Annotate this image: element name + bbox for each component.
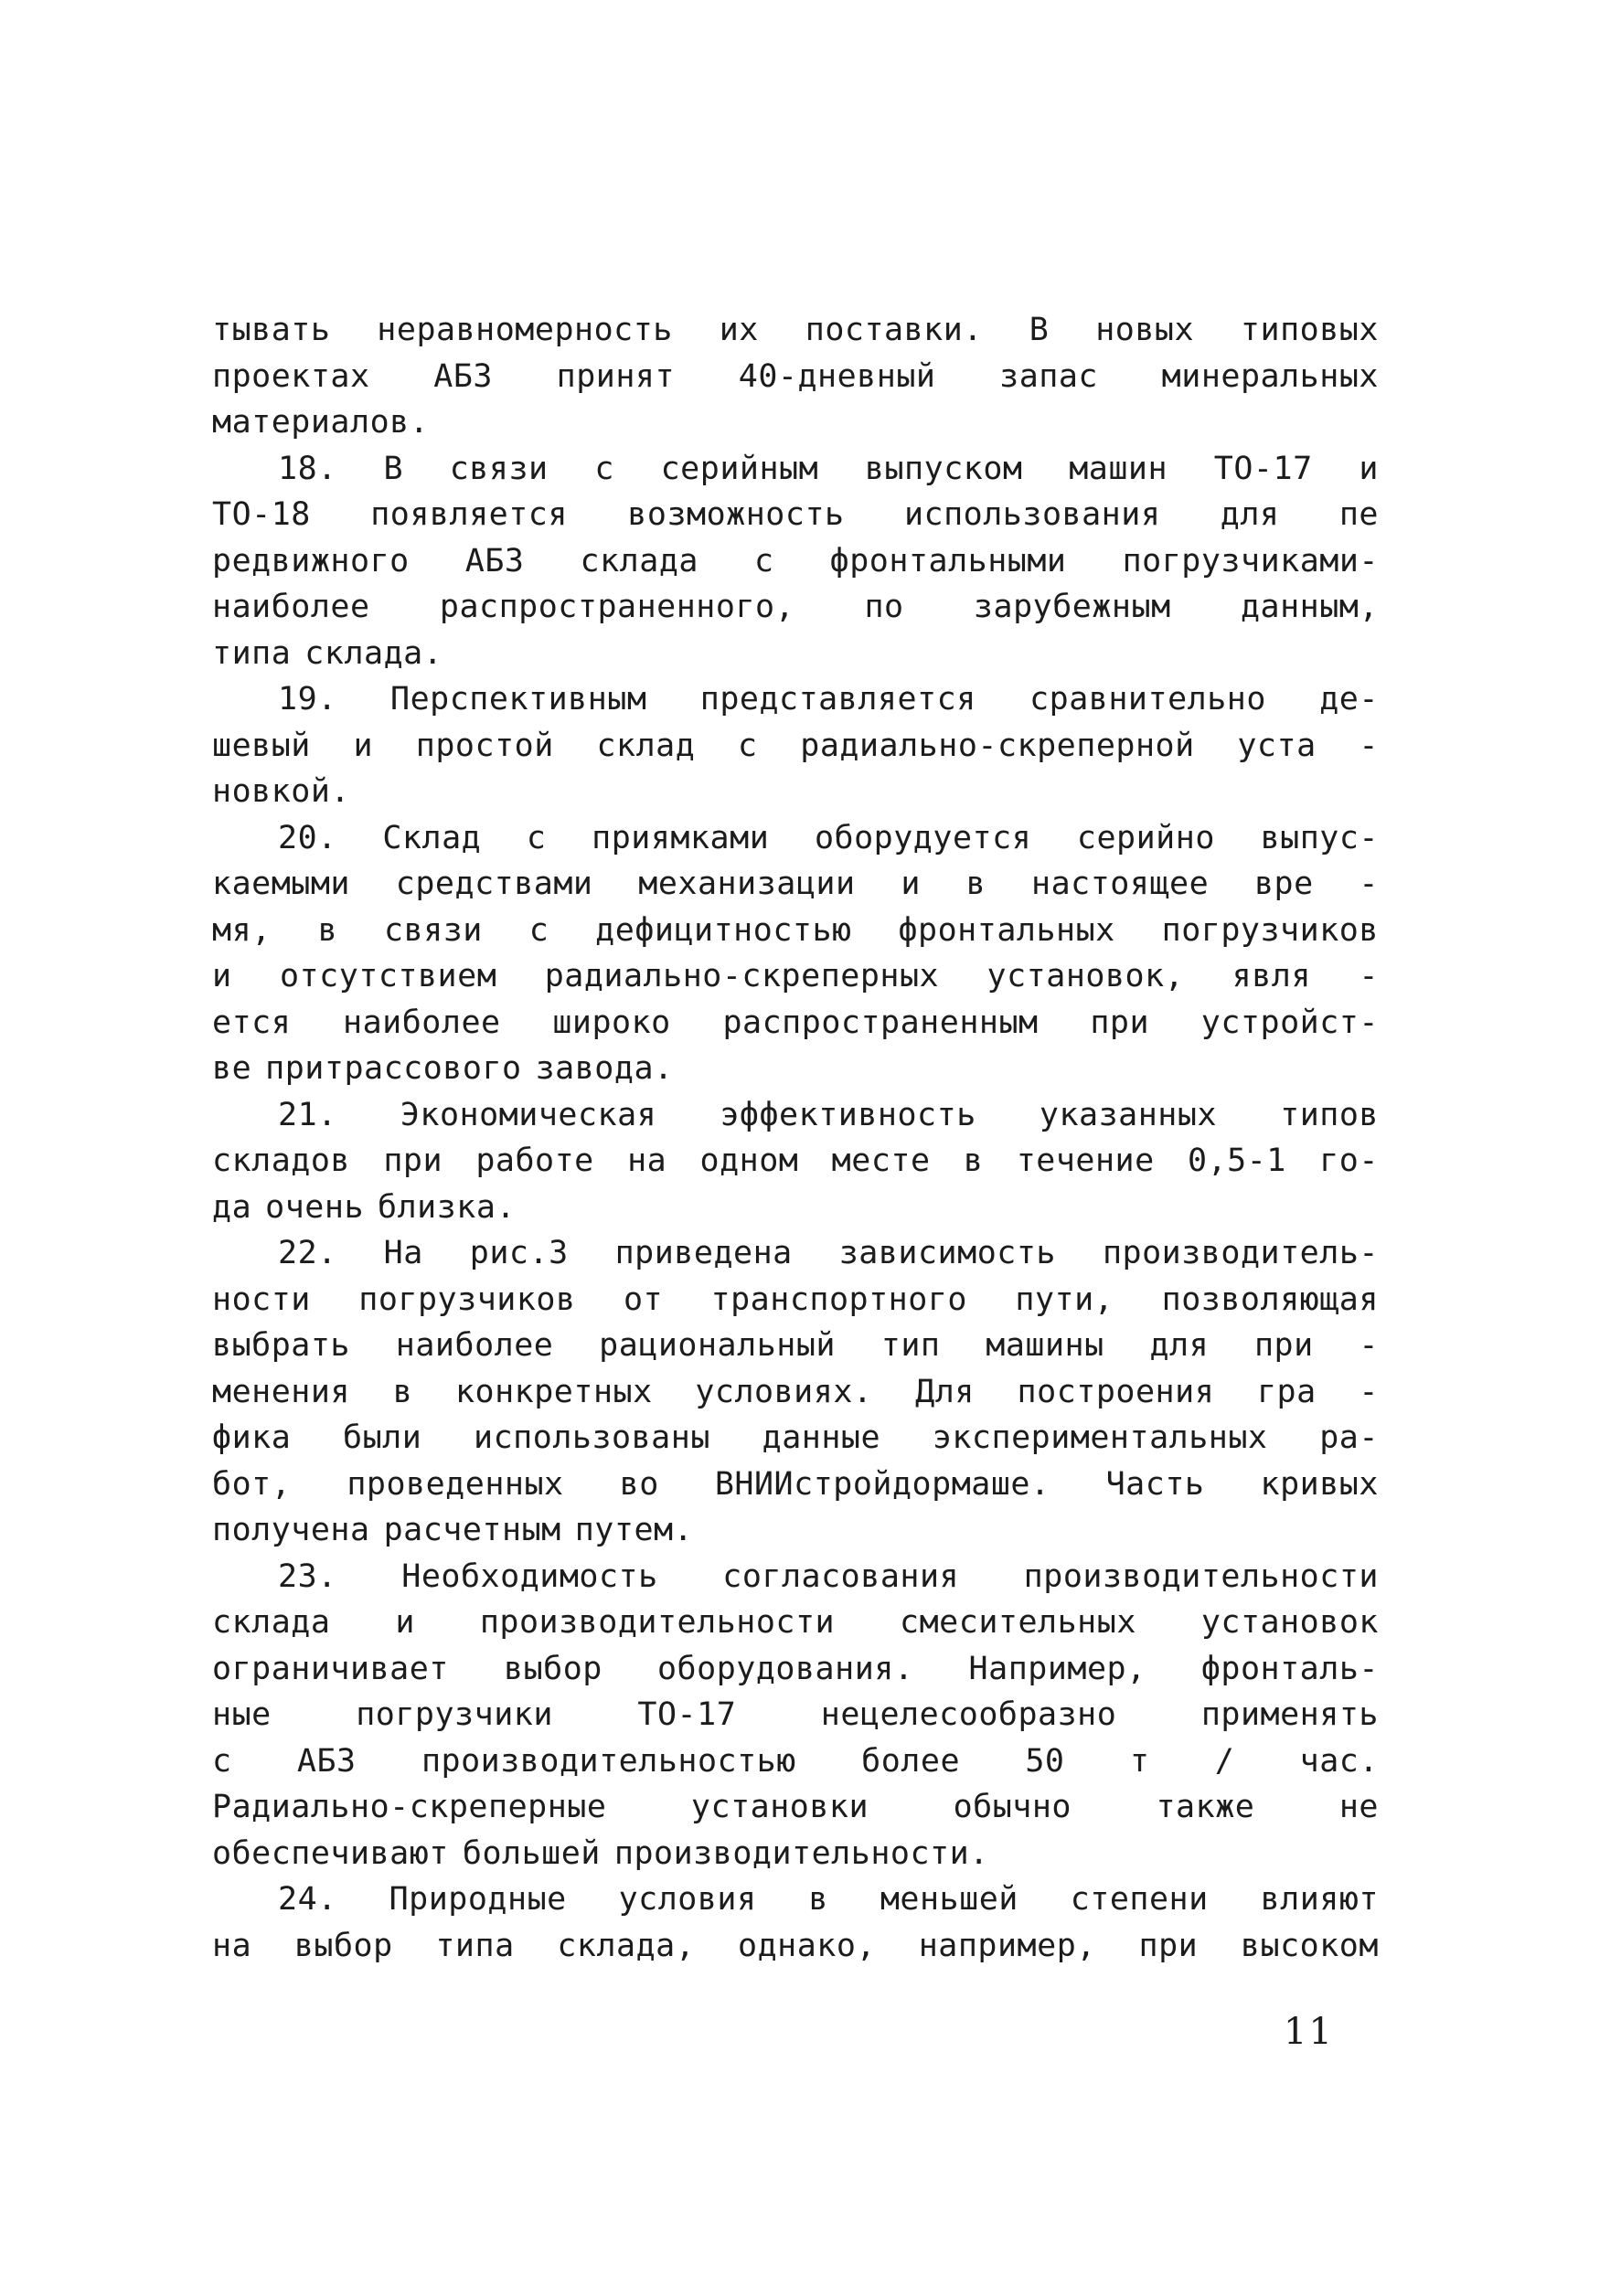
word: 18.: [278, 450, 337, 487]
word: принят: [556, 357, 676, 395]
word: бот,: [212, 1465, 292, 1503]
word: -: [1359, 727, 1379, 764]
word: настоящее: [1031, 866, 1210, 902]
text-line: [212, 1554, 1379, 1600]
word: фронтальных: [898, 911, 1115, 949]
word: от: [623, 1281, 664, 1318]
word: го-: [1319, 1143, 1379, 1179]
text-line: [212, 953, 1379, 1000]
word: Необходимость: [401, 1557, 658, 1595]
word: да: [212, 1188, 252, 1226]
word: широко: [552, 1004, 671, 1041]
word: радиально-скреперных: [544, 958, 940, 994]
text-line: [212, 399, 1379, 446]
word: для: [1149, 1327, 1210, 1364]
word: В: [1029, 312, 1050, 348]
word: 0,5-1: [1188, 1143, 1286, 1179]
word: получена: [212, 1512, 370, 1548]
word: Радиально-скреперные: [212, 1789, 607, 1825]
word: АБЗ: [433, 357, 493, 395]
word: -: [1359, 1373, 1379, 1410]
text-line: [212, 584, 1379, 631]
word: механизации: [638, 866, 856, 902]
word: производительности: [479, 1604, 836, 1641]
word: простой: [415, 727, 554, 764]
word: установок,: [986, 958, 1185, 994]
word: кривых: [1260, 1465, 1379, 1503]
word: шевый: [212, 727, 311, 764]
text-line: [212, 354, 1379, 400]
word: пе: [1338, 496, 1379, 533]
word: в: [317, 911, 338, 949]
word: путем.: [574, 1512, 694, 1548]
word: погрузчиков: [358, 1281, 576, 1318]
text-line: [212, 769, 1379, 815]
word: производительности.: [613, 1834, 989, 1872]
word: транспортного: [710, 1281, 967, 1318]
word: вре: [1253, 866, 1314, 902]
word: ВНИИстройдормаше.: [714, 1465, 1050, 1503]
word: Для: [915, 1373, 975, 1410]
word: связи: [384, 911, 483, 949]
word: -: [1359, 958, 1379, 994]
text-line: [212, 1507, 1379, 1554]
word: завода.: [535, 1050, 674, 1087]
text-line: [212, 1323, 1379, 1369]
word: мя,: [212, 911, 272, 949]
word: складов: [212, 1143, 351, 1179]
word: производительности: [1023, 1557, 1379, 1595]
word: в: [392, 1373, 413, 1410]
word: В: [383, 450, 404, 487]
text-line: [212, 446, 1379, 493]
text-line: [212, 1784, 1379, 1831]
word: ра-: [1319, 1419, 1379, 1456]
word: по: [864, 589, 904, 625]
text-line: [212, 1138, 1379, 1185]
word: с: [526, 819, 547, 856]
word: явля: [1231, 958, 1311, 994]
word: распространенным: [722, 1004, 1039, 1041]
word: 21.: [278, 1096, 337, 1133]
word: неравномерность: [377, 312, 673, 348]
word: конкретных: [454, 1373, 653, 1410]
word: в: [808, 1881, 828, 1918]
word: радиально-скреперной: [800, 727, 1195, 764]
text-line: [212, 492, 1379, 538]
word: На: [383, 1235, 423, 1271]
word: 19.: [278, 681, 337, 718]
word: степени: [1070, 1881, 1209, 1918]
word: близка.: [378, 1188, 517, 1226]
text-line: [212, 1646, 1379, 1693]
text-line: [212, 1092, 1379, 1139]
word: смесительных: [900, 1604, 1136, 1641]
word: позволяющая: [1161, 1281, 1379, 1318]
word: машин: [1069, 450, 1168, 487]
word: гра: [1256, 1373, 1317, 1410]
word: склада.: [304, 634, 443, 672]
word: 20.: [278, 819, 337, 856]
text-line: [212, 908, 1379, 954]
word: 50: [1025, 1742, 1065, 1780]
word: новкой.: [212, 773, 351, 810]
word: зависимость: [838, 1235, 1056, 1271]
word: притрассового: [265, 1050, 522, 1087]
word: типа: [435, 1927, 515, 1964]
word: при: [383, 1143, 443, 1179]
word: работе: [475, 1143, 594, 1179]
word: минеральных: [1161, 357, 1379, 395]
text-line: [212, 1046, 1379, 1092]
word: 40-дневный: [738, 357, 936, 395]
word: и: [901, 866, 921, 902]
page-number: 11: [1284, 2011, 1334, 2053]
word: одном: [699, 1143, 799, 1179]
word: фронтальными: [829, 542, 1067, 579]
word: при: [1138, 1927, 1199, 1964]
word: запас: [999, 357, 1098, 395]
word: т: [1129, 1742, 1150, 1780]
word: зарубежным: [973, 589, 1171, 625]
word: ности: [212, 1281, 311, 1318]
word: -: [1359, 1327, 1379, 1364]
text-line: [212, 1600, 1379, 1646]
word: использования: [903, 496, 1161, 533]
word: расчетным: [383, 1512, 561, 1548]
word: с: [594, 450, 614, 487]
word: экспериментальных: [932, 1419, 1268, 1456]
word: серийно: [1076, 819, 1215, 856]
text-line: [212, 1692, 1379, 1738]
word: 22.: [278, 1235, 337, 1271]
word: например,: [918, 1927, 1096, 1964]
word: проведенных: [347, 1465, 564, 1503]
word: ограничивает: [212, 1650, 449, 1687]
word: возможность: [627, 496, 845, 533]
word: однако,: [738, 1927, 877, 1964]
word: редвижного: [212, 542, 410, 579]
word: большей: [462, 1834, 601, 1872]
word: указанных: [1039, 1096, 1218, 1133]
word: поставки.: [805, 312, 983, 348]
word: выпуском: [864, 450, 1023, 487]
word: с: [754, 542, 774, 579]
text-line: [212, 1415, 1379, 1462]
word: АБЗ: [296, 1742, 357, 1780]
word: выпус-: [1260, 819, 1379, 856]
word: фика: [212, 1419, 292, 1456]
word: появляется: [370, 496, 568, 533]
text-line: [212, 1462, 1379, 1508]
word: данным,: [1240, 589, 1379, 625]
word: выбор: [293, 1927, 393, 1964]
word: более: [861, 1742, 961, 1780]
word: месте: [831, 1143, 931, 1179]
word: склад: [596, 727, 696, 764]
word: представляется: [699, 681, 976, 718]
word: де-: [1319, 681, 1379, 718]
text-line: [212, 1277, 1379, 1323]
word: в: [963, 1143, 984, 1179]
word: пути,: [1015, 1281, 1114, 1318]
word: ные: [212, 1696, 272, 1733]
text-line: [212, 1185, 1379, 1231]
text-line: [212, 631, 1379, 677]
word: склада: [212, 1604, 331, 1641]
word: каемыми: [212, 866, 351, 902]
text-line: [212, 676, 1379, 723]
word: ТО-17: [1213, 450, 1313, 487]
word: нецелесообразно: [820, 1696, 1117, 1733]
word: обычно: [953, 1789, 1072, 1825]
word: построения: [1017, 1373, 1215, 1410]
word: /: [1214, 1742, 1235, 1780]
word: погрузчиков: [1161, 911, 1379, 949]
word: для: [1220, 496, 1280, 533]
text-line: [212, 1876, 1379, 1923]
word: Часть: [1105, 1465, 1205, 1503]
word: условия: [618, 1881, 757, 1918]
word: влияют: [1260, 1881, 1379, 1918]
word: и: [395, 1604, 415, 1641]
word: отсутствием: [279, 958, 497, 994]
text-line: [212, 307, 1379, 354]
word: с: [738, 727, 758, 764]
word: серийным: [660, 450, 819, 487]
word: приведена: [614, 1235, 793, 1271]
word: машины: [986, 1327, 1104, 1364]
word: Перспективным: [390, 681, 647, 718]
word: 24.: [278, 1881, 337, 1918]
body-text: [212, 307, 1379, 1969]
word: Экономическая: [400, 1096, 657, 1133]
word: во: [619, 1465, 659, 1503]
word: ТО-17: [637, 1696, 737, 1733]
word: материалов.: [212, 404, 430, 441]
word: выбор: [504, 1650, 602, 1687]
text-line: [212, 723, 1379, 770]
word: час.: [1299, 1742, 1379, 1780]
word: их: [719, 312, 759, 348]
word: склада,: [557, 1927, 696, 1964]
word: на: [212, 1927, 252, 1964]
word: уста: [1237, 727, 1317, 764]
word: приямками: [592, 819, 770, 856]
word: очень: [265, 1188, 365, 1226]
word: и: [212, 958, 232, 994]
word: -: [1359, 866, 1379, 902]
text-line: [212, 1831, 1379, 1877]
word: высоком: [1240, 1927, 1379, 1964]
word: устройст-: [1200, 1004, 1379, 1041]
word: типа: [212, 634, 292, 672]
word: эффективность: [720, 1096, 976, 1133]
word: типовых: [1240, 312, 1379, 348]
text-line: [212, 861, 1379, 908]
word: ве: [212, 1050, 252, 1087]
word: сравнительно: [1029, 681, 1266, 718]
word: наиболее: [395, 1327, 554, 1364]
word: Склад: [382, 819, 482, 856]
word: с: [528, 911, 549, 949]
word: менения: [212, 1373, 351, 1410]
word: выбрать: [212, 1327, 351, 1364]
text-line: [212, 815, 1379, 862]
word: Например,: [968, 1650, 1146, 1687]
word: распространенного,: [439, 589, 795, 625]
word: рациональный: [599, 1327, 836, 1364]
word: ТО-18: [212, 496, 311, 533]
text-line: [212, 1230, 1379, 1277]
text-line: [212, 1000, 1379, 1047]
word: условиях.: [695, 1373, 873, 1410]
word: согласования: [722, 1557, 960, 1595]
word: склада: [580, 542, 698, 579]
word: наиболее: [343, 1004, 501, 1041]
word: погрузчики: [356, 1696, 553, 1733]
text-line: [212, 538, 1379, 585]
word: применять: [1200, 1696, 1379, 1733]
word: ется: [212, 1004, 292, 1041]
text-line: [212, 1369, 1379, 1416]
word: данные: [762, 1419, 881, 1456]
word: погрузчиками-: [1122, 542, 1379, 579]
word: установок: [1200, 1604, 1379, 1641]
word: также: [1156, 1789, 1255, 1825]
word: на: [627, 1143, 667, 1179]
word: с: [212, 1742, 232, 1780]
word: тип: [880, 1327, 941, 1364]
word: дефицитностью: [595, 911, 852, 949]
word: связи: [449, 450, 549, 487]
word: наиболее: [212, 589, 370, 625]
word: оборудования.: [656, 1650, 914, 1687]
word: типов: [1280, 1096, 1379, 1133]
word: рис.3: [469, 1235, 569, 1271]
word: производитель-: [1102, 1235, 1379, 1271]
word: новых: [1095, 312, 1195, 348]
word: 23.: [278, 1557, 337, 1595]
word: проектах: [212, 357, 370, 395]
word: не: [1338, 1789, 1379, 1825]
word: при: [1090, 1004, 1150, 1041]
word: обеспечивают: [212, 1834, 449, 1872]
word: Природные: [389, 1881, 567, 1918]
word: оборудуется: [814, 819, 1032, 856]
text-line: [212, 1738, 1379, 1785]
word: использованы: [474, 1419, 710, 1456]
word: меньшей: [880, 1881, 1018, 1918]
word: и: [353, 727, 374, 764]
word: при: [1253, 1327, 1314, 1364]
word: течение: [1016, 1143, 1155, 1179]
word: фронталь-: [1200, 1650, 1379, 1687]
word: в: [965, 866, 986, 902]
word: были: [343, 1419, 422, 1456]
word: тывать: [212, 312, 331, 348]
word: и: [1359, 450, 1379, 487]
word: АБЗ: [464, 542, 525, 579]
word: средствами: [395, 866, 593, 902]
word: производительностью: [421, 1742, 796, 1780]
text-line: [212, 1923, 1379, 1970]
word: установки: [690, 1789, 869, 1825]
